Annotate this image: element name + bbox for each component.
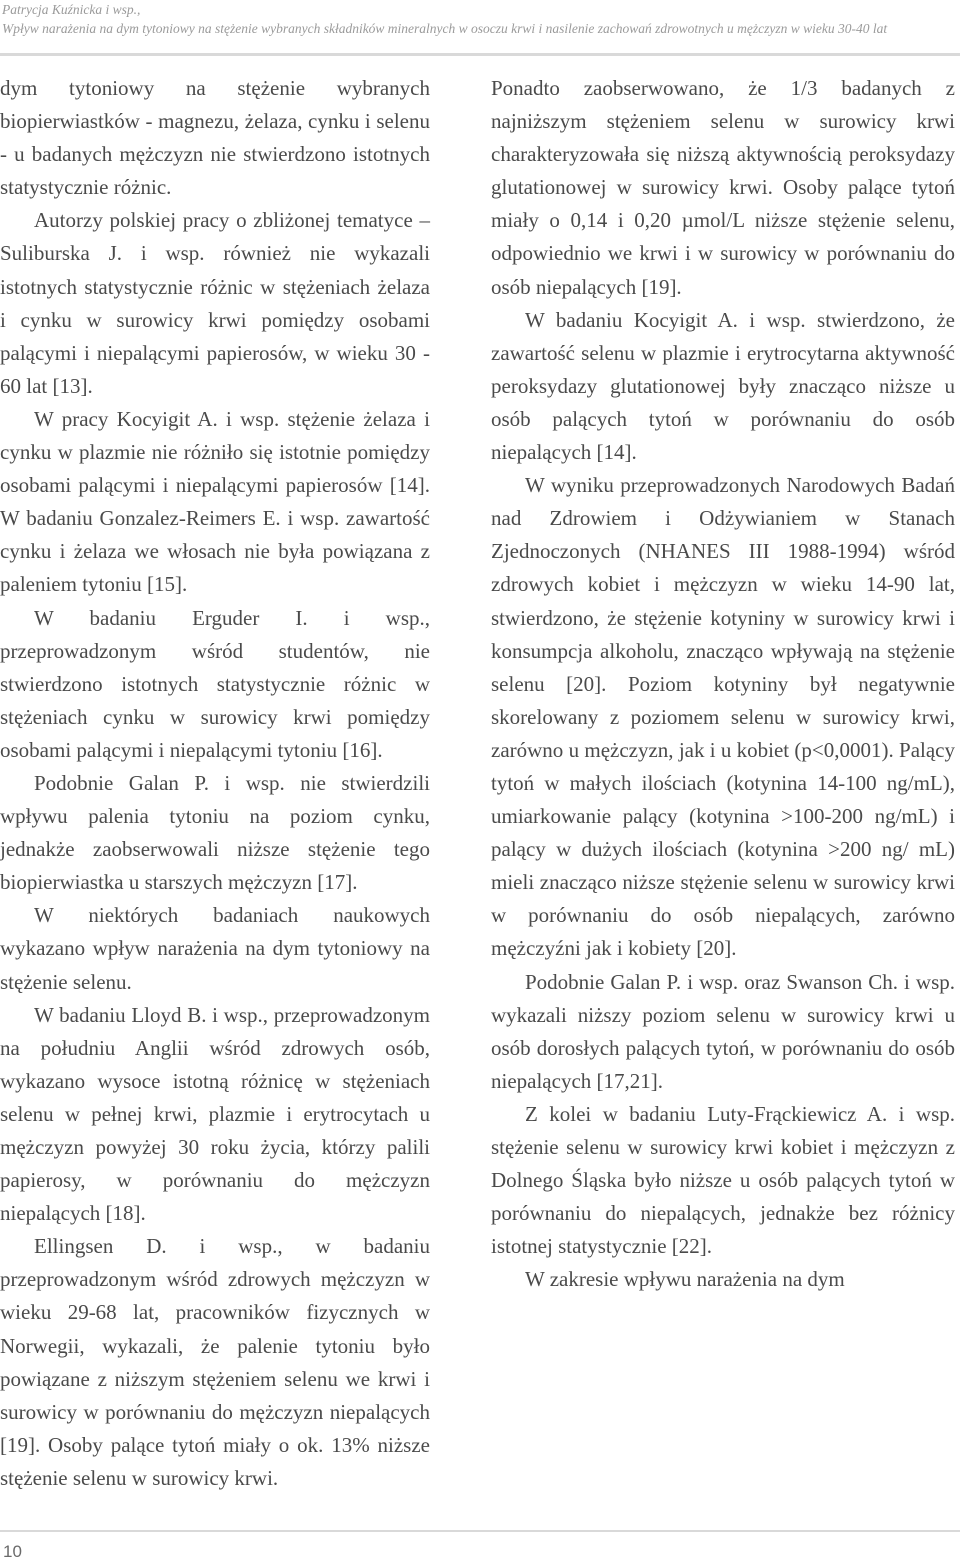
footer-divider [0,1530,960,1532]
running-head [2,0,958,38]
paragraph: W pracy Kocyigit A. i wsp. stężenie żelaza i cynku w plazmie nie różniło się istotnie pomiędzy osobami palącymi i niepalącymi papierosów [14]. W badaniu Gonzalez-Reimers E. i wsp. zawartość cynku i żelaza we włosach nie była powiązana z paleniem tytoniu [15]. [0,406,430,597]
paragraph: W zakresie wpływu narażenia na dym [525,1267,845,1292]
header-divider [0,53,960,56]
paragraph: Podobnie Galan P. i wsp. oraz Swanson Ch. i wsp. wykazali niższy poziom selenu w surowicy krwi u osób dorosłych palących tytoń, w porównaniu do osób niepalących [17,21]. [491,969,955,1093]
running-head-author: Patrycja Kuźnicka i wsp., [2,2,141,17]
paragraph: Podobnie Galan P. i wsp. nie stwierdzili wpływu palenia tytoniu na poziom cynku, jednakże zaobserwowali niższe stężenie tego biopierwiastka u starszych mężczyzn [17]. [0,770,430,895]
paragraph: W badaniu Kocyigit A. i wsp. stwierdzono, że zawartość selenu w plazmie i erytrocytarna aktywność peroksydazy glutationowej były znacząco niższe u osób palących tytoń w porównaniu do osób niepalących [14]. [491,307,955,465]
paragraph: W wyniku przeprowadzonych Narodowych Badań nad Zdrowiem i Odżywianiem w Stanach Zjednoczonych (NHANES III 1988-1994) wśród zdrowych kobiet i mężczyzn w wieku 14-90 lat, stwierdzono, że stężenie kotyniny w surowicy krwi i konsumpcja alkoholu, znacząco wpływają na stężenie selenu [20]. Poziom kotyniny był negatywnie skorelowany z poziomem selenu w surowicy krwi, zarówno u mężczyzn, jak i u kobiet (p<0,0001). Palący tytoń w małych ilościach (kotynina 14-100 ng/mL), umiarkowanie palący (kotynina >100-200 ng/mL) i palący w dużych ilościach (kotynina >200 ng/ mL) mieli znacząco niższe stężenie selenu w surowicy krwi w porównaniu do osób niepalących, zarówno mężczyźni jak i kobiety [20]. [491,473,955,961]
running-head-title: Wpływ narażenia na dym tytoniowy na stężenie wybranych składników mineralnych w osoczu krwi i nasilenie zachowań zdrowotnych u mężczyzn w wieku 30-40 lat [2,21,888,36]
paragraph: W badaniu Erguder I. i wsp., przeprowadzonym wśród studentów, nie stwierdzono istotnych statystycznie różnic w stężeniach cynku w surowicy krwi pomiędzy osobami palącymi i niepalącymi tytoniu [16]. [0,605,430,762]
paragraph: Ellingsen D. i wsp., w badaniu przeprowadzonym wśród zdrowych mężczyzn w wieku 29-68 lat, pracowników fizycznych w Norwegii, wykazali, że palenie tytoniu było powiązane z niższym stężeniem selenu we krwi i surowicy w porównaniu do mężczyzn niepalących [19]. Osoby palące tytoń miały o ok. 13% niższe stężenie selenu w surowicy krwi. [0,1234,430,1490]
paragraph: Z kolei w badaniu Luty-Frąckiewicz A. i wsp. stężenie selenu w surowicy krwi kobiet i mężczyzn z Dolnego Śląska było niższe u osób palących tytoń w porównaniu do niepalących, jednakże bez różnicy istotnej statystycznie [22]. [491,1101,955,1259]
right-column [491,72,955,1296]
left-column [0,72,430,1495]
paragraph: Ponadto zaobserwowano, że 1/3 badanych z najniższym stężeniem selenu w surowicy krwi charakteryzowała się niższą aktywnością peroksydazy glutationowej w surowicy krwi. Osoby palące tytoń miały o 0,14 i 0,20 µmol/L niższe stężenie selenu, odpowiednio we krwi i w surowicy w porównaniu do osób niepalących [19]. [491,76,955,299]
paragraph: W niektórych badaniach naukowych wykazano wpływ narażenia na dym tytoniowy na stężenie selenu. [0,903,430,994]
page-number: 10 [3,1542,22,1561]
paragraph: Autorzy polskiej pracy o zbliżonej tematyce – Suliburska J. i wsp. również nie wykazali istotnych statystycznie różnic w stężeniach żelaza i cynku w surowicy krwi pomiędzy osobami palącymi i niepalącymi papierosów, w wieku 30 - 60 lat [13]. [0,208,430,398]
paragraph: dym tytoniowy na stężenie wybranych biopierwiastków - magnezu, żelaza, cynku i selenu - u badanych mężczyzn nie stwierdzono istotnych statystycznie różnic. [0,76,430,200]
paragraph: W badaniu Lloyd B. i wsp., przeprowadzonym na południu Anglii wśród zdrowych osób, wykazano wysoce istotną różnicę w stężeniach selenu w pełnej krwi, plazmie i erytrocytach u mężczyzn powyżej 30 roku życia, którzy palili papierosy, w porównaniu do mężczyzn niepalących [18]. [0,1002,430,1226]
